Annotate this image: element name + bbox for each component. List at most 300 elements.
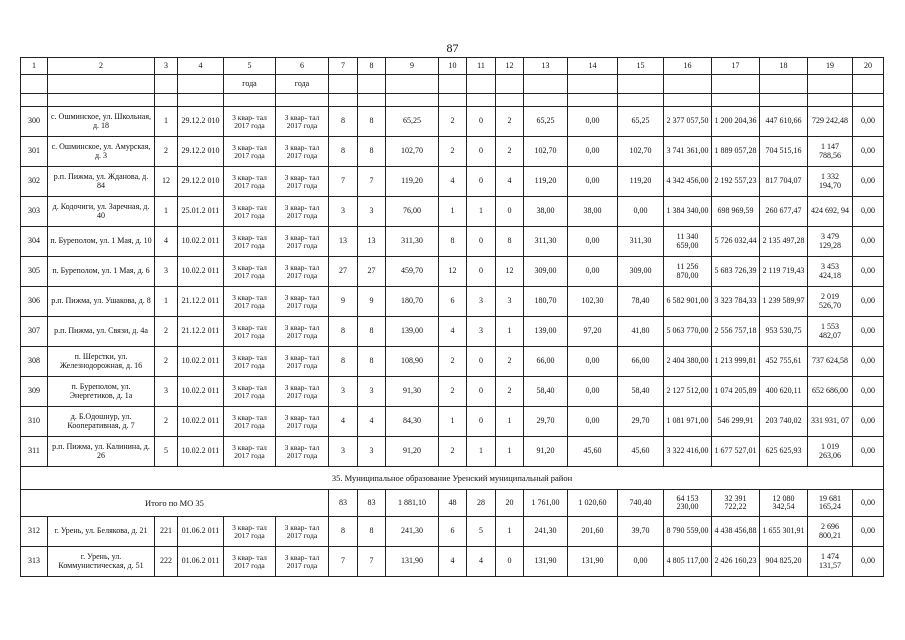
value-cell: 2 127 512,00: [664, 377, 712, 407]
value-cell: 1 677 527,01: [712, 437, 760, 467]
table-row: [21, 137, 884, 167]
value-cell: 3 квар- тал 2017 года: [276, 257, 329, 287]
subheader-cell: [386, 75, 439, 94]
value-cell: 4: [467, 547, 496, 577]
table-row: [21, 167, 884, 197]
address-cell: г. Урень, ул. Коммунистическая, д. 51: [48, 547, 155, 577]
value-cell: 3 квар- тал 2017 года: [224, 347, 276, 377]
value-cell: 0,00: [853, 287, 884, 317]
table-row: [21, 317, 884, 347]
value-cell: 3 квар- тал 2017 года: [224, 547, 276, 577]
value-cell: 1: [467, 437, 496, 467]
value-cell: 39,70: [618, 517, 664, 547]
table-row: [21, 517, 884, 547]
value-cell: 84,30: [386, 407, 439, 437]
value-cell: 0,00: [853, 107, 884, 137]
row-number: 310: [21, 407, 48, 437]
column-number: 1: [21, 58, 48, 75]
total-value: 19 681 165,24: [808, 490, 853, 517]
column-number: 15: [618, 58, 664, 75]
value-cell: 1 474 131,57: [808, 547, 853, 577]
value-cell: 13: [358, 227, 386, 257]
total-value: 1 881,10: [386, 490, 439, 517]
value-cell: 3: [358, 377, 386, 407]
value-cell: 65,25: [386, 107, 439, 137]
value-cell: 1 239 589,97: [760, 287, 808, 317]
value-cell: 3 квар- тал 2017 года: [276, 437, 329, 467]
value-cell: 1: [439, 197, 467, 227]
value-cell: 400 620,11: [760, 377, 808, 407]
value-cell: 0,00: [618, 547, 664, 577]
value-cell: 0: [467, 107, 496, 137]
value-cell: 91,20: [386, 437, 439, 467]
value-cell: 5: [155, 437, 178, 467]
address-cell: п. Шерстки, ул. Железнодорожная, д. 16: [48, 347, 155, 377]
empty-cell: [224, 94, 276, 107]
subheader-cell: [329, 75, 358, 94]
value-cell: 0,00: [568, 107, 618, 137]
value-cell: 0,00: [568, 257, 618, 287]
value-cell: 1 074 205,89: [712, 377, 760, 407]
value-cell: 201,60: [568, 517, 618, 547]
value-cell: 2 556 757,18: [712, 317, 760, 347]
value-cell: 309,00: [618, 257, 664, 287]
value-cell: 2: [496, 107, 524, 137]
value-cell: 4 805 117,00: [664, 547, 712, 577]
value-cell: 452 755,61: [760, 347, 808, 377]
value-cell: 3 квар- тал 2017 года: [224, 107, 276, 137]
value-cell: 5: [467, 517, 496, 547]
column-number: 9: [386, 58, 439, 75]
value-cell: 1: [467, 197, 496, 227]
value-cell: 5 726 032,44: [712, 227, 760, 257]
column-number: 20: [853, 58, 884, 75]
row-number: 313: [21, 547, 48, 577]
value-cell: 3: [155, 257, 178, 287]
column-number: 17: [712, 58, 760, 75]
subheader-cell: [467, 75, 496, 94]
value-cell: 3 квар- тал 2017 года: [276, 317, 329, 347]
value-cell: 119,20: [386, 167, 439, 197]
column-number: 12: [496, 58, 524, 75]
value-cell: 0: [467, 257, 496, 287]
row-number: 301: [21, 137, 48, 167]
value-cell: 21.12.2 011: [178, 287, 224, 317]
value-cell: 10.02.2 011: [178, 347, 224, 377]
value-cell: 2 019 526,70: [808, 287, 853, 317]
value-cell: 737 624,58: [808, 347, 853, 377]
value-cell: 3 квар- тал 2017 года: [224, 517, 276, 547]
value-cell: 0,00: [568, 347, 618, 377]
column-number: 7: [329, 58, 358, 75]
value-cell: 29.12.2 010: [178, 167, 224, 197]
value-cell: 11 256 870,00: [664, 257, 712, 287]
empty-cell: [496, 94, 524, 107]
value-cell: 29.12.2 010: [178, 107, 224, 137]
subheader-cell: [760, 75, 808, 94]
value-cell: 0,00: [853, 547, 884, 577]
value-cell: 2: [439, 107, 467, 137]
value-cell: 9: [329, 287, 358, 317]
value-cell: 3 квар- тал 2017 года: [224, 167, 276, 197]
table-row: [21, 107, 884, 137]
value-cell: 10.02.2 011: [178, 407, 224, 437]
total-value: 48: [439, 490, 467, 517]
value-cell: 3 квар- тал 2017 года: [224, 257, 276, 287]
row-number: 304: [21, 227, 48, 257]
value-cell: 0: [467, 137, 496, 167]
subheader-cell: года: [276, 75, 329, 94]
value-cell: 1: [155, 107, 178, 137]
value-cell: 3 322 416,00: [664, 437, 712, 467]
value-cell: 8 790 559,00: [664, 517, 712, 547]
empty-cell: [664, 94, 712, 107]
total-value: 0,00: [853, 490, 884, 517]
value-cell: 6: [439, 517, 467, 547]
value-cell: 0,00: [853, 377, 884, 407]
value-cell: 2 426 160,23: [712, 547, 760, 577]
table-row: [21, 197, 884, 227]
value-cell: 8: [358, 347, 386, 377]
address-cell: п. Буреполом, ул. Энергетиков, д. 1а: [48, 377, 155, 407]
column-number: 16: [664, 58, 712, 75]
row-number: 303: [21, 197, 48, 227]
value-cell: 5 683 726,39: [712, 257, 760, 287]
value-cell: 4: [358, 407, 386, 437]
address-cell: д. Б.Одошнур, ул. Кооперативная, д. 7: [48, 407, 155, 437]
value-cell: 0,00: [853, 257, 884, 287]
value-cell: 2: [439, 137, 467, 167]
row-number: 311: [21, 437, 48, 467]
value-cell: 3: [358, 437, 386, 467]
value-cell: 0,00: [853, 137, 884, 167]
empty-cell: [155, 94, 178, 107]
value-cell: 0,00: [618, 197, 664, 227]
value-cell: 311,30: [618, 227, 664, 257]
value-cell: 119,20: [524, 167, 568, 197]
value-cell: 8: [496, 227, 524, 257]
subheader-cell: [853, 75, 884, 94]
value-cell: 11 340 659,00: [664, 227, 712, 257]
value-cell: 1 081 971,00: [664, 407, 712, 437]
value-cell: 1: [155, 287, 178, 317]
value-cell: 0,00: [568, 167, 618, 197]
value-cell: 3 квар- тал 2017 года: [224, 287, 276, 317]
value-cell: 3: [496, 287, 524, 317]
total-value: 20: [496, 490, 524, 517]
value-cell: 21.12.2 011: [178, 317, 224, 347]
value-cell: 7: [358, 547, 386, 577]
value-cell: 2 377 057,50: [664, 107, 712, 137]
column-number: 11: [467, 58, 496, 75]
section-row: [21, 467, 884, 490]
value-cell: 8: [439, 227, 467, 257]
row-number: 312: [21, 517, 48, 547]
value-cell: 0: [467, 407, 496, 437]
value-cell: 4: [155, 227, 178, 257]
value-cell: 3 323 784,33: [712, 287, 760, 317]
address-cell: г. Урень, ул. Белякова, д. 21: [48, 517, 155, 547]
value-cell: 1: [496, 407, 524, 437]
value-cell: 2: [496, 137, 524, 167]
value-cell: 0,00: [853, 317, 884, 347]
value-cell: 29,70: [618, 407, 664, 437]
value-cell: 0,00: [568, 377, 618, 407]
column-number: 19: [808, 58, 853, 75]
value-cell: 2 119 719,43: [760, 257, 808, 287]
address-cell: п. Буреполом, ул. 1 Мая, д. 6: [48, 257, 155, 287]
value-cell: 58,40: [618, 377, 664, 407]
value-cell: 1 213 999,81: [712, 347, 760, 377]
value-cell: 10.02.2 011: [178, 437, 224, 467]
value-cell: 4: [329, 407, 358, 437]
register-table: [20, 57, 884, 577]
empty-cell: [329, 94, 358, 107]
table-row: [21, 347, 884, 377]
value-cell: 2: [439, 377, 467, 407]
value-cell: 1 384 340,00: [664, 197, 712, 227]
value-cell: 2: [155, 407, 178, 437]
value-cell: 4: [439, 167, 467, 197]
value-cell: 2 192 557,23: [712, 167, 760, 197]
column-number: 4: [178, 58, 224, 75]
value-cell: 8: [358, 137, 386, 167]
value-cell: 9: [358, 287, 386, 317]
value-cell: 1 147 788,56: [808, 137, 853, 167]
value-cell: 10.02.2 011: [178, 227, 224, 257]
column-number: 3: [155, 58, 178, 75]
value-cell: 41,80: [618, 317, 664, 347]
value-cell: 27: [329, 257, 358, 287]
value-cell: 4 438 456,88: [712, 517, 760, 547]
table-row: [21, 227, 884, 257]
column-number: 10: [439, 58, 467, 75]
value-cell: 97,20: [568, 317, 618, 347]
value-cell: 3 квар- тал 2017 года: [276, 137, 329, 167]
value-cell: 652 686,00: [808, 377, 853, 407]
value-cell: 2: [439, 347, 467, 377]
value-cell: 241,30: [386, 517, 439, 547]
value-cell: 2: [496, 347, 524, 377]
address-cell: р.п. Пижма, ул. Связи, д. 4а: [48, 317, 155, 347]
value-cell: 0: [467, 377, 496, 407]
value-cell: 0,00: [853, 197, 884, 227]
subheader-cell: [664, 75, 712, 94]
value-cell: 2: [155, 317, 178, 347]
value-cell: 10.02.2 011: [178, 257, 224, 287]
empty-cell: [808, 94, 853, 107]
total-value: 12 080 342,54: [760, 490, 808, 517]
value-cell: 4: [439, 317, 467, 347]
empty-cell: [853, 94, 884, 107]
value-cell: 3 квар- тал 2017 года: [276, 517, 329, 547]
value-cell: 1 200 204,36: [712, 107, 760, 137]
row-number: 309: [21, 377, 48, 407]
column-number: 8: [358, 58, 386, 75]
value-cell: 817 704,07: [760, 167, 808, 197]
value-cell: 29,70: [524, 407, 568, 437]
value-cell: 221: [155, 517, 178, 547]
address-cell: п. Буреполом, ул. 1 Мая, д. 10: [48, 227, 155, 257]
value-cell: 3 453 424,18: [808, 257, 853, 287]
value-cell: 704 515,16: [760, 137, 808, 167]
value-cell: 91,30: [386, 377, 439, 407]
value-cell: 27: [358, 257, 386, 287]
value-cell: 459,70: [386, 257, 439, 287]
value-cell: 0,00: [853, 517, 884, 547]
value-cell: 2: [155, 347, 178, 377]
value-cell: 3 квар- тал 2017 года: [224, 227, 276, 257]
subheader-row: [21, 75, 884, 94]
value-cell: 7: [358, 167, 386, 197]
subheader-cell: [178, 75, 224, 94]
value-cell: 12: [155, 167, 178, 197]
value-cell: 3 квар- тал 2017 года: [276, 287, 329, 317]
value-cell: 2 135 497,28: [760, 227, 808, 257]
value-cell: 0,00: [568, 137, 618, 167]
address-cell: р.п. Пижма, ул. Ушакова, д. 8: [48, 287, 155, 317]
value-cell: 139,00: [386, 317, 439, 347]
column-number: 2: [48, 58, 155, 75]
value-cell: 65,25: [618, 107, 664, 137]
value-cell: 180,70: [386, 287, 439, 317]
value-cell: 953 530,75: [760, 317, 808, 347]
value-cell: 3 479 129,28: [808, 227, 853, 257]
value-cell: 447 610,66: [760, 107, 808, 137]
value-cell: 3: [467, 287, 496, 317]
row-number: 302: [21, 167, 48, 197]
value-cell: 0,00: [853, 167, 884, 197]
spacer-row: [21, 94, 884, 107]
value-cell: 38,00: [568, 197, 618, 227]
total-value: 1 020,60: [568, 490, 618, 517]
column-number: 13: [524, 58, 568, 75]
value-cell: 3 квар- тал 2017 года: [276, 377, 329, 407]
empty-cell: [358, 94, 386, 107]
value-cell: 3 квар- тал 2017 года: [224, 197, 276, 227]
value-cell: 3 квар- тал 2017 года: [276, 347, 329, 377]
value-cell: 3 квар- тал 2017 года: [276, 197, 329, 227]
value-cell: 1 553 482,07: [808, 317, 853, 347]
empty-cell: [568, 94, 618, 107]
value-cell: 7: [329, 547, 358, 577]
value-cell: 2: [439, 437, 467, 467]
value-cell: 0: [496, 197, 524, 227]
value-cell: 2: [155, 137, 178, 167]
value-cell: 3 квар- тал 2017 года: [224, 437, 276, 467]
value-cell: 2: [496, 377, 524, 407]
value-cell: 222: [155, 547, 178, 577]
value-cell: 8: [329, 347, 358, 377]
value-cell: 424 692, 94: [808, 197, 853, 227]
value-cell: 3 квар- тал 2017 года: [276, 167, 329, 197]
value-cell: 139,00: [524, 317, 568, 347]
total-value: 32 391 722,22: [712, 490, 760, 517]
value-cell: 729 242,48: [808, 107, 853, 137]
total-value: 740,40: [618, 490, 664, 517]
subheader-cell: [712, 75, 760, 94]
value-cell: 0,00: [568, 227, 618, 257]
empty-cell: [178, 94, 224, 107]
value-cell: 29.12.2 010: [178, 137, 224, 167]
table-row: [21, 437, 884, 467]
value-cell: 102,70: [618, 137, 664, 167]
value-cell: 260 677,47: [760, 197, 808, 227]
subheader-cell: [524, 75, 568, 94]
value-cell: 3 квар- тал 2017 года: [224, 137, 276, 167]
empty-cell: [21, 94, 48, 107]
address-cell: р.п. Пижма, ул. Жданова, д. 84: [48, 167, 155, 197]
value-cell: 3: [467, 317, 496, 347]
subheader-cell: [496, 75, 524, 94]
value-cell: 25.01.2 011: [178, 197, 224, 227]
value-cell: 8: [329, 107, 358, 137]
value-cell: 1: [496, 317, 524, 347]
value-cell: 3 квар- тал 2017 года: [276, 547, 329, 577]
value-cell: 66,00: [618, 347, 664, 377]
value-cell: 8: [329, 137, 358, 167]
value-cell: 6 582 901,00: [664, 287, 712, 317]
value-cell: 3 квар- тал 2017 года: [276, 227, 329, 257]
subheader-cell: [618, 75, 664, 94]
column-number: 6: [276, 58, 329, 75]
value-cell: 65,25: [524, 107, 568, 137]
value-cell: 1 889 057,28: [712, 137, 760, 167]
table-row: [21, 407, 884, 437]
value-cell: 8: [329, 517, 358, 547]
value-cell: 12: [496, 257, 524, 287]
empty-cell: [524, 94, 568, 107]
subheader-cell: [155, 75, 178, 94]
value-cell: 4: [496, 167, 524, 197]
column-number: 5: [224, 58, 276, 75]
section-title: 35. Муниципальное образование Уренский муниципальный район: [21, 467, 884, 490]
value-cell: 0: [467, 227, 496, 257]
value-cell: 180,70: [524, 287, 568, 317]
total-label: Итого по МО 35: [21, 490, 329, 517]
value-cell: 119,20: [618, 167, 664, 197]
value-cell: 102,30: [568, 287, 618, 317]
value-cell: 108,90: [386, 347, 439, 377]
empty-cell: [467, 94, 496, 107]
value-cell: 1 019 263,06: [808, 437, 853, 467]
value-cell: 0,00: [853, 347, 884, 377]
subheader-cell: [808, 75, 853, 94]
value-cell: 45,60: [618, 437, 664, 467]
page-number: 87: [446, 41, 459, 55]
value-cell: 546 299,91: [712, 407, 760, 437]
empty-cell: [760, 94, 808, 107]
value-cell: 0,00: [853, 437, 884, 467]
value-cell: 10.02.2 011: [178, 377, 224, 407]
value-cell: 78,40: [618, 287, 664, 317]
value-cell: 331 931, 07: [808, 407, 853, 437]
address-cell: с. Ошминское, ул. Школьная, д. 18: [48, 107, 155, 137]
value-cell: 3 квар- тал 2017 года: [224, 407, 276, 437]
value-cell: 91,20: [524, 437, 568, 467]
value-cell: 12: [439, 257, 467, 287]
value-cell: 0,00: [853, 227, 884, 257]
total-value: 64 153 230,00: [664, 490, 712, 517]
subheader-cell: [48, 75, 155, 94]
row-number: 307: [21, 317, 48, 347]
value-cell: 0: [467, 167, 496, 197]
column-number: 14: [568, 58, 618, 75]
value-cell: 3 квар- тал 2017 года: [276, 407, 329, 437]
value-cell: 58,40: [524, 377, 568, 407]
table-row: [21, 547, 884, 577]
row-number: 305: [21, 257, 48, 287]
